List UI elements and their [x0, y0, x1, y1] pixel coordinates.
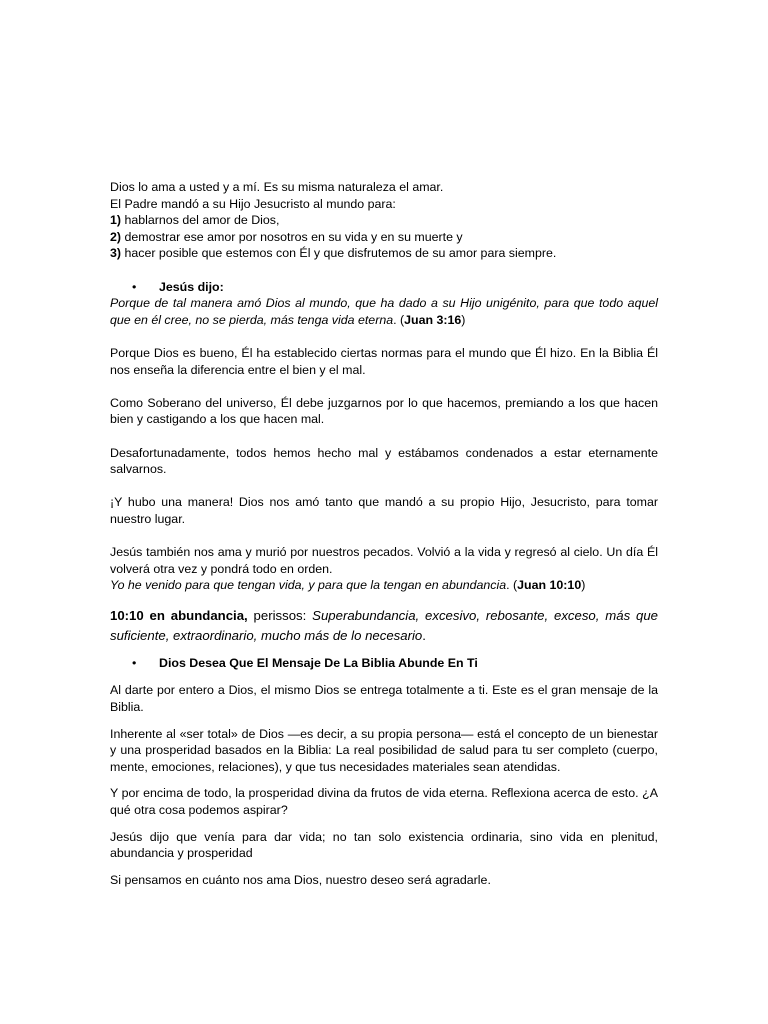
spacer [110, 819, 658, 829]
spacer [110, 478, 658, 495]
list-number: 1) [110, 213, 122, 228]
paragraph: Jesús también nos ama y murió por nuestros pecados. Volvió a la vida y regresó al cielo. Un día Él volverá otra vez y pondrá todo en orden. [110, 545, 658, 576]
list-item-2 [110, 229, 658, 246]
list-text: demostrar ese amor por nosotros en su vida y en su muerte y [121, 229, 463, 244]
quote-text: Porque de tal manera amó Dios al mundo, que ha dado a su Hijo unigénito, para que todo aquel que en él cree, no se pierda, más tenga vida eterna [110, 296, 658, 327]
definition-word: perissos: [247, 607, 313, 623]
list-item-1 [110, 212, 658, 229]
quote-punct: . ( [393, 312, 405, 327]
quote-text: Yo he venido para que tengan vida, y para que la tengan en abundancia [110, 578, 507, 593]
paragraph: Inherente al «ser total» de Dios —es decir, a su propia persona— está el concepto de un bienestar y una prosperidad basados en la Biblia: La real posibilidad de salud para tu ser completo (cuerpo, mente, emociones, relaciones), y que tus necesidades materiales sean atendidas. [110, 726, 658, 774]
bullet-label: Jesús dijo: [159, 279, 224, 294]
definition-end: . [422, 627, 426, 643]
paragraph: Al darte por entero a Dios, el mismo Dios se entrega totalmente a ti. Este es el gran mensaje de la Biblia. [110, 683, 658, 715]
quote-close: ) [581, 578, 586, 593]
quote-punct: . ( [506, 578, 518, 593]
list-number: 2) [110, 229, 122, 244]
spacer [110, 671, 658, 682]
paragraph: Y por encima de todo, la prosperidad divina da frutos de vida eterna. Reflexiona acerca de esto. ¿A qué otra cosa podemos aspirar? [110, 786, 658, 817]
definition-term: 10:10 en abundancia, [110, 607, 248, 623]
quote-juan-3-16 [110, 295, 658, 328]
bullet-jesus-dijo [110, 279, 658, 296]
spacer [110, 328, 658, 345]
spacer [110, 862, 658, 872]
spacer [110, 646, 658, 655]
spacer [110, 527, 658, 544]
bullet-dot-icon: • [132, 279, 137, 294]
paragraph: Desafortunadamente, todos hemos hecho mal y estábamos condenados a estar eternamente salvarnos. [110, 445, 658, 477]
spacer [110, 775, 658, 785]
paragraph: Como Soberano del universo, Él debe juzgarnos por lo que hacemos, premiando a los que hacen bien y castigando a los que hacen mal. [110, 395, 658, 427]
list-text: hacer posible que estemos con Él y que disfrutemos de su amor para siempre. [121, 246, 557, 261]
intro-line-1: Dios lo ama a usted y a mí. Es su misma naturaleza el amar. [110, 180, 444, 194]
list-item-3 [110, 245, 658, 262]
spacer [110, 378, 658, 395]
spacer [110, 716, 658, 726]
definition-abundancia [110, 606, 658, 646]
paragraph: ¡Y hubo una manera! Dios nos amó tanto que mandó a su propio Hijo, Jesucristo, para tomar nuestro lugar. [110, 495, 658, 526]
list-text: hablarnos del amor de Dios, [121, 213, 280, 228]
spacer [110, 428, 658, 445]
definition-meaning: Superabundancia, excesivo, rebosante, exceso, más que suficiente, extraordinario, mucho más de lo necesario [110, 607, 658, 643]
quote-reference: Juan 10:10 [517, 578, 582, 593]
spacer [110, 262, 658, 279]
quote-juan-10-10 [110, 577, 658, 594]
paragraph: Si pensamos en cuánto nos ama Dios, nuestro deseo será agradarle. [110, 872, 491, 887]
quote-reference: Juan 3:16 [404, 312, 462, 327]
quote-close: ) [461, 312, 466, 327]
paragraph: Porque Dios es bueno, Él ha establecido ciertas normas para el mundo que Él hizo. En la Biblia Él nos enseña la diferencia entre el bien y el mal. [110, 345, 658, 377]
document-body [110, 179, 658, 888]
bullet-label: Dios Desea Que El Mensaje De La Biblia Abunde En Ti [159, 655, 478, 670]
list-number: 3) [110, 246, 122, 261]
intro-line-2: El Padre mandó a su Hijo Jesucristo al mundo para: [110, 196, 396, 211]
spacer [110, 594, 658, 606]
bullet-dot-icon: • [132, 655, 137, 670]
paragraph: Jesús dijo que venía para dar vida; no tan solo existencia ordinaria, sino vida en plenitud, abundancia y prosperidad [110, 829, 658, 861]
bullet-dios-desea [110, 655, 658, 672]
